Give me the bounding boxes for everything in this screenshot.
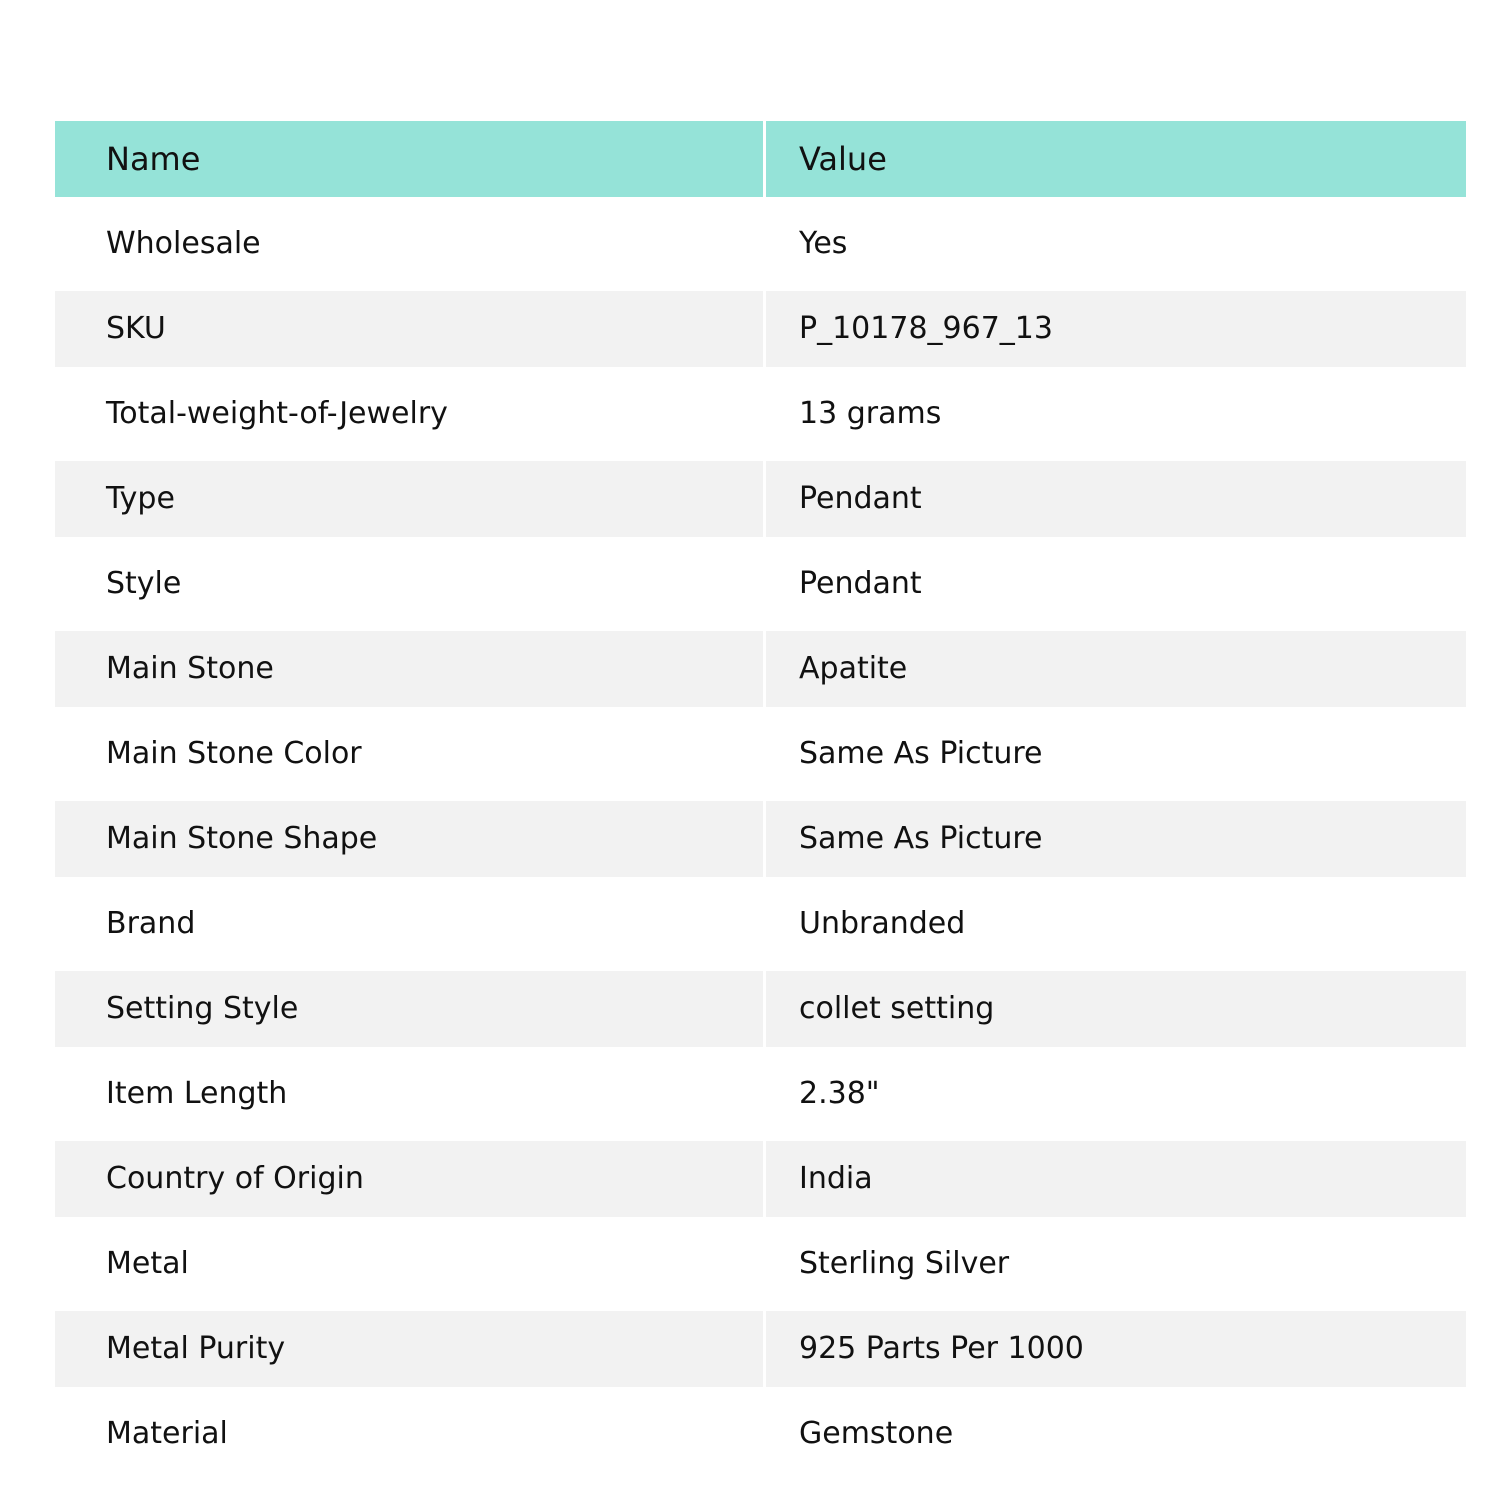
row-value-cell: Same As Picture	[799, 821, 1043, 856]
table-row	[55, 1141, 1466, 1217]
header-value-cell: Value	[799, 140, 887, 178]
table-row	[55, 877, 1466, 971]
row-value-cell: Pendant	[799, 566, 922, 601]
table-row	[55, 1047, 1466, 1141]
table-row	[55, 1387, 1466, 1481]
table-row	[55, 707, 1466, 801]
table-row	[55, 367, 1466, 461]
row-value-cell: Gemstone	[799, 1416, 954, 1451]
row-value-cell: Sterling Silver	[799, 1246, 1010, 1281]
row-name-cell: Total-weight-of-Jewelry	[55, 367, 766, 461]
row-value-cell: 2.38"	[799, 1076, 880, 1111]
product-specifications-table	[55, 121, 1466, 1481]
row-name-cell: Item Length	[55, 1047, 766, 1141]
row-value-cell: collet setting	[799, 991, 995, 1026]
row-value-cell: 13 grams	[799, 396, 942, 431]
row-name-cell: Brand	[55, 877, 766, 971]
row-name-cell: Wholesale	[55, 197, 766, 291]
row-name-cell: Main Stone Color	[55, 707, 766, 801]
row-name-cell: Metal	[55, 1217, 766, 1311]
table-header-row	[55, 121, 1466, 197]
row-value-cell: 925 Parts Per 1000	[799, 1331, 1084, 1366]
table-row	[55, 801, 1466, 877]
table-row	[55, 631, 1466, 707]
row-value-cell: India	[799, 1161, 873, 1196]
row-name-cell: Main Stone	[55, 631, 766, 707]
table-row	[55, 537, 1466, 631]
table-row	[55, 461, 1466, 537]
header-name-cell: Name	[55, 121, 766, 197]
table-row	[55, 1217, 1466, 1311]
row-value-cell: Apatite	[799, 651, 908, 686]
row-name-cell: Setting Style	[55, 971, 766, 1047]
table-row	[55, 291, 1466, 367]
table-row	[55, 971, 1466, 1047]
row-value-cell: P_10178_967_13	[799, 311, 1053, 346]
row-name-cell: Main Stone Shape	[55, 801, 766, 877]
row-name-cell: Country of Origin	[55, 1141, 766, 1217]
row-name-cell: Material	[55, 1387, 766, 1481]
row-name-cell: Type	[55, 461, 766, 537]
row-value-cell: Unbranded	[799, 906, 966, 941]
row-value-cell: Yes	[799, 226, 848, 261]
table-row	[55, 197, 1466, 291]
table-body	[55, 197, 1466, 1481]
row-name-cell: Metal Purity	[55, 1311, 766, 1387]
row-name-cell: SKU	[55, 291, 766, 367]
table-row	[55, 1311, 1466, 1387]
row-value-cell: Pendant	[799, 481, 922, 516]
row-value-cell: Same As Picture	[799, 736, 1043, 771]
row-name-cell: Style	[55, 537, 766, 631]
